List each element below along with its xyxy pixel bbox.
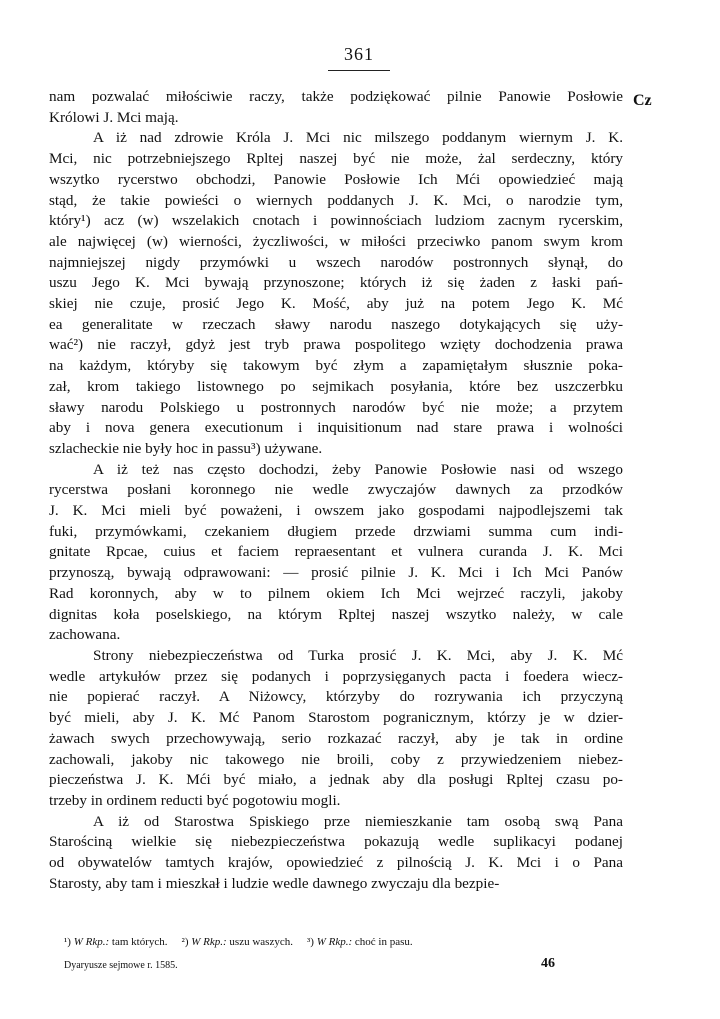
text-line: A iż też nas często dochodzi, żeby Panowie Posłowie nasi od wszego [93, 460, 623, 478]
footnote-source: W Rkp.: [73, 936, 110, 948]
text-line: fuki, przymówkami, czekaniem długiem przede drzwiami summa cum indi- [49, 522, 623, 540]
text-line: A iż od Starostwa Spiskiego prze niemieszkanie tam osobą swą Pana [93, 812, 623, 830]
text-line: pieczeństwa J. K. Mći być miało, a jednak aby dla posługi Rpltej czasu po- [49, 771, 623, 789]
footnotes [64, 936, 624, 948]
text-line: A iż nad zdrowie Króla J. Mci nic milszego poddanym wiernym J. K. [93, 129, 623, 147]
paragraph [49, 646, 623, 812]
text-line: Starościną wielkie się niebezpieczeństwa pokazują wedle suplikacyi podanej [49, 833, 623, 851]
text-line: Mci, nic potrzebniejszego Rpltej naszej być nie może, żal serdeczny, który [49, 150, 623, 168]
body-text [49, 87, 623, 894]
paragraph [49, 87, 623, 128]
text-line: przynoszą, bywają odprawowani: — prosić pilnie J. K. Mci i Ich Mci Panów [49, 564, 623, 582]
page-number: 361 [344, 44, 374, 64]
footnote-mark: ³) [306, 936, 314, 948]
footnote-mark: ²) [181, 936, 189, 948]
text-line: trzeby in ordinem reducti być pogotowiu mogli. [49, 791, 341, 809]
text-line: stąd, że takie powieści o wiernych poddanych J. K. Mci, o narodzie tym, [49, 191, 623, 209]
footnote-source: W Rkp.: [316, 936, 353, 948]
text-line: wszytko rycerstwo obchodzi, Panowie Posłowie Ich Mći opowiedzieć mają [49, 170, 623, 188]
text-line: Królowi J. Mci mają. [49, 108, 179, 126]
text-line: gnitate Rpcae, cuius et faciem repraesentant et vulnera curanda J. K. Mci [49, 543, 623, 561]
footnote-source: W Rkp.: [191, 936, 227, 948]
text-line: który¹) acz (w) wszelakich cnotach i powinnościach ludziom zacnym rycerskim, [49, 212, 623, 230]
footnote-mark: ¹) [64, 936, 71, 948]
text-line: Rad koronnych, aby w to pilnem okiem Ich Mci wejrzeć raczyli, jakoby [49, 584, 623, 602]
text-line: na każdym, któryby się takowym być złym a zapamiętałym słusznie poka- [49, 357, 623, 375]
text-line: skiej nie czuje, prosić Jego K. Mość, aby już na potem Jego K. Mć [49, 295, 623, 313]
text-line: J. K. Mci mieli być poważeni, i owszem jako gospodami najpodlejszemi tak [49, 502, 623, 520]
footnote-text: uszu waszych. [229, 936, 293, 948]
text-line: ale najwięcej (w) wierności, życzliwości, w miłości przeciwko panom swym krom [49, 232, 623, 250]
side-note: Cz [633, 92, 652, 109]
text-line: żawach swych przechowywają, serio rozkazać raczył, aby je tak in ordine [49, 729, 623, 747]
paragraph [49, 812, 623, 895]
text-line: Starosty, aby tam i mieszkał i ludzie wedle dawnego zwyczaju dla bezpie- [49, 874, 500, 892]
text-line: zał, krom takiego listownego po sejmikach posyłania, które bez uszczerbku [49, 377, 623, 395]
text-line: sławy narodu Polskiego u postronnych narodów być nie może; a przytem [49, 398, 623, 416]
signature-mark: 46 [541, 956, 555, 971]
text-line: być mieli, aby J. K. Mć Panom Starostom pogranicznym, którzy je w dzier- [49, 709, 623, 727]
bottom-left-note: Dyaryusze sejmowe r. 1585. [64, 960, 178, 971]
text-line: od obywatelów tamtych krajów, opowiedzieć z pilnością J. K. Mci i o Pana [49, 854, 623, 872]
text-line: nam pozwalać miłościwie raczy, także podziękować pilnie Panowie Posłowie [49, 88, 623, 105]
text-line: szlacheckie nie były hoc in passu³) używane. [49, 439, 323, 457]
text-line: zachowana. [49, 626, 121, 644]
text-line: dignitas koła poselskiego, na którym Rpltej naszej wszytko należy, w cale [49, 605, 623, 623]
text-line: wać²) nie raczył, gdyż jest tryb prawa pospolitego wzięty dochodzenia prawa [49, 336, 623, 354]
page-number-rule [328, 70, 390, 71]
footnote-text: choć in pasu. [354, 936, 413, 948]
text-line: aby i nova genera executionum i inquisitionum nad stare prawa i wolności [49, 419, 623, 437]
text-line: zachowali, jakoby nic takowego nie broili, coby z przywiedzeniem niebez- [49, 750, 623, 768]
footnote-text: tam których. [111, 936, 168, 948]
footnote [307, 936, 413, 948]
footnote [182, 936, 293, 948]
footnote [64, 936, 168, 948]
text-line: ea generalitate w rzeczach sławy narodu naszego dotykających się uży- [49, 315, 623, 333]
paragraph [49, 460, 623, 646]
paragraph [49, 128, 623, 459]
text-line: nie popierać raczył. A Niżowcy, którzyby do rozrywania ich przyczyną [49, 688, 623, 706]
text-line: Strony niebezpieczeństwa od Turka prosić J. K. Mci, aby J. K. Mć [93, 646, 623, 664]
text-line: najmniejszej nigdy przymówki u wszech narodów postronnych słynął, do [49, 253, 623, 271]
text-line: rycerstwa posłani koronnego nie wedle zwyczajów dawnych za przodków [49, 481, 623, 499]
text-line: uszu Jego K. Mci bywają przynoszone; których iż się żaden z łaski pań- [49, 274, 623, 292]
text-line: wedle artykułów przez się podanych i poprzysięganych pacta i foedera wiecz- [49, 667, 623, 685]
